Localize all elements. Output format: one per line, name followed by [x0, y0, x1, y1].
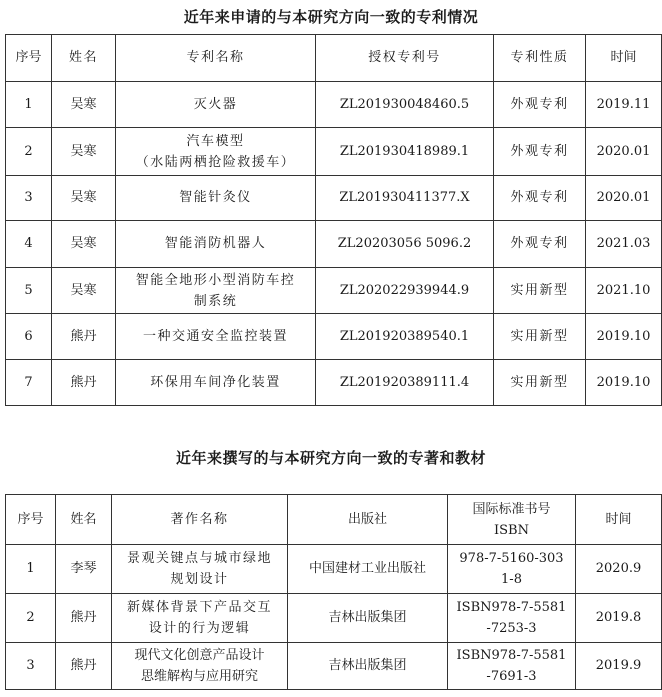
inventor-name: 熊丹 — [52, 360, 116, 406]
header-cell: 授权专利号 — [316, 35, 494, 82]
inventor-name: 吴寒 — [52, 268, 116, 314]
header-cell: 序号 — [6, 35, 52, 82]
row-number: 3 — [6, 643, 56, 690]
work-title: 现代文化创意产品设计 思维解构与应用研究 — [112, 643, 288, 690]
header-cell: 姓名 — [52, 35, 116, 82]
author-name: 李琴 — [56, 545, 112, 594]
publish-date: 2020.9 — [576, 545, 662, 594]
patent-title: 环保用车间净化装置 — [116, 360, 316, 406]
patent-number: ZL201930418989.1 — [316, 128, 494, 176]
patent-date: 2019.11 — [586, 82, 662, 128]
patent-title: 智能针灸仪 — [116, 176, 316, 221]
row-number: 1 — [6, 82, 52, 128]
author-name: 熊丹 — [56, 594, 112, 643]
isbn: ISBN978-7-5581 -7253-3 — [448, 594, 576, 643]
row-number: 7 — [6, 360, 52, 406]
patents-table-title: 近年来申请的与本研究方向一致的专利情况 — [183, 8, 479, 26]
patent-date: 2021.10 — [586, 268, 662, 314]
table-row — [6, 360, 662, 406]
header-cell: 专利名称 — [116, 35, 316, 82]
table-row — [6, 594, 662, 643]
books-table-title: 近年来撰写的与本研究方向一致的专著和教材 — [175, 449, 486, 467]
patent-type: 外观专利 — [494, 221, 586, 268]
inventor-name: 吴寒 — [52, 221, 116, 268]
patent-title: 智能全地形小型消防车控 制系统 — [116, 268, 316, 314]
inventor-name: 熊丹 — [52, 314, 116, 360]
books-header-row — [6, 495, 662, 545]
books-table — [5, 494, 662, 690]
row-number: 3 — [6, 176, 52, 221]
patent-date: 2019.10 — [586, 314, 662, 360]
isbn: ISBN978-7-5581 -7691-3 — [448, 643, 576, 690]
header-cell: 专利性质 — [494, 35, 586, 82]
patent-number: ZL201920389111.4 — [316, 360, 494, 406]
table-row — [6, 221, 662, 268]
inventor-name: 吴寒 — [52, 176, 116, 221]
patent-type: 实用新型 — [494, 314, 586, 360]
isbn: 978-7-5160-303 1-8 — [448, 545, 576, 594]
row-number: 1 — [6, 545, 56, 594]
header-cell: 姓名 — [56, 495, 112, 545]
row-number: 2 — [6, 128, 52, 176]
publish-date: 2019.9 — [576, 643, 662, 690]
header-cell: 出版社 — [288, 495, 448, 545]
header-cell: 时间 — [586, 35, 662, 82]
patent-number: ZL201930048460.5 — [316, 82, 494, 128]
patent-type: 实用新型 — [494, 360, 586, 406]
patents-header-row — [6, 35, 662, 82]
patent-type: 外观专利 — [494, 176, 586, 221]
header-cell: 时间 — [576, 495, 662, 545]
table-row — [6, 643, 662, 690]
patent-date: 2020.01 — [586, 128, 662, 176]
patent-title: 智能消防机器人 — [116, 221, 316, 268]
publisher: 中国建材工业出版社 — [288, 545, 448, 594]
table-row — [6, 268, 662, 314]
publisher: 吉林出版集团 — [288, 594, 448, 643]
inventor-name: 吴寒 — [52, 82, 116, 128]
table-row — [6, 82, 662, 128]
patent-type: 实用新型 — [494, 268, 586, 314]
patent-date: 2021.03 — [586, 221, 662, 268]
patent-number: ZL20203056 5096.2 — [316, 221, 494, 268]
patent-title: 灭火器 — [116, 82, 316, 128]
header-cell: 国际标准书号 ISBN — [448, 495, 576, 545]
patent-title: 一种交通安全监控装置 — [116, 314, 316, 360]
publish-date: 2019.8 — [576, 594, 662, 643]
inventor-name: 吴寒 — [52, 128, 116, 176]
patent-date: 2020.01 — [586, 176, 662, 221]
row-number: 5 — [6, 268, 52, 314]
patent-number: ZL202022939944.9 — [316, 268, 494, 314]
work-title: 景观关键点与城市绿地 规划设计 — [112, 545, 288, 594]
row-number: 6 — [6, 314, 52, 360]
publisher: 吉林出版集团 — [288, 643, 448, 690]
patents-table — [5, 34, 662, 406]
patent-type: 外观专利 — [494, 82, 586, 128]
header-cell: 著作名称 — [112, 495, 288, 545]
table-row — [6, 128, 662, 176]
patent-date: 2019.10 — [586, 360, 662, 406]
table-row — [6, 314, 662, 360]
row-number: 4 — [6, 221, 52, 268]
work-title: 新媒体背景下产品交互 设计的行为逻辑 — [112, 594, 288, 643]
header-cell: 序号 — [6, 495, 56, 545]
table-row — [6, 176, 662, 221]
patent-number: ZL201920389540.1 — [316, 314, 494, 360]
table-row — [6, 545, 662, 594]
patent-type: 外观专利 — [494, 128, 586, 176]
author-name: 熊丹 — [56, 643, 112, 690]
patent-title: 汽车模型 （水陆两栖抢险救援车） — [116, 128, 316, 176]
row-number: 2 — [6, 594, 56, 643]
patent-number: ZL201930411377.X — [316, 176, 494, 221]
